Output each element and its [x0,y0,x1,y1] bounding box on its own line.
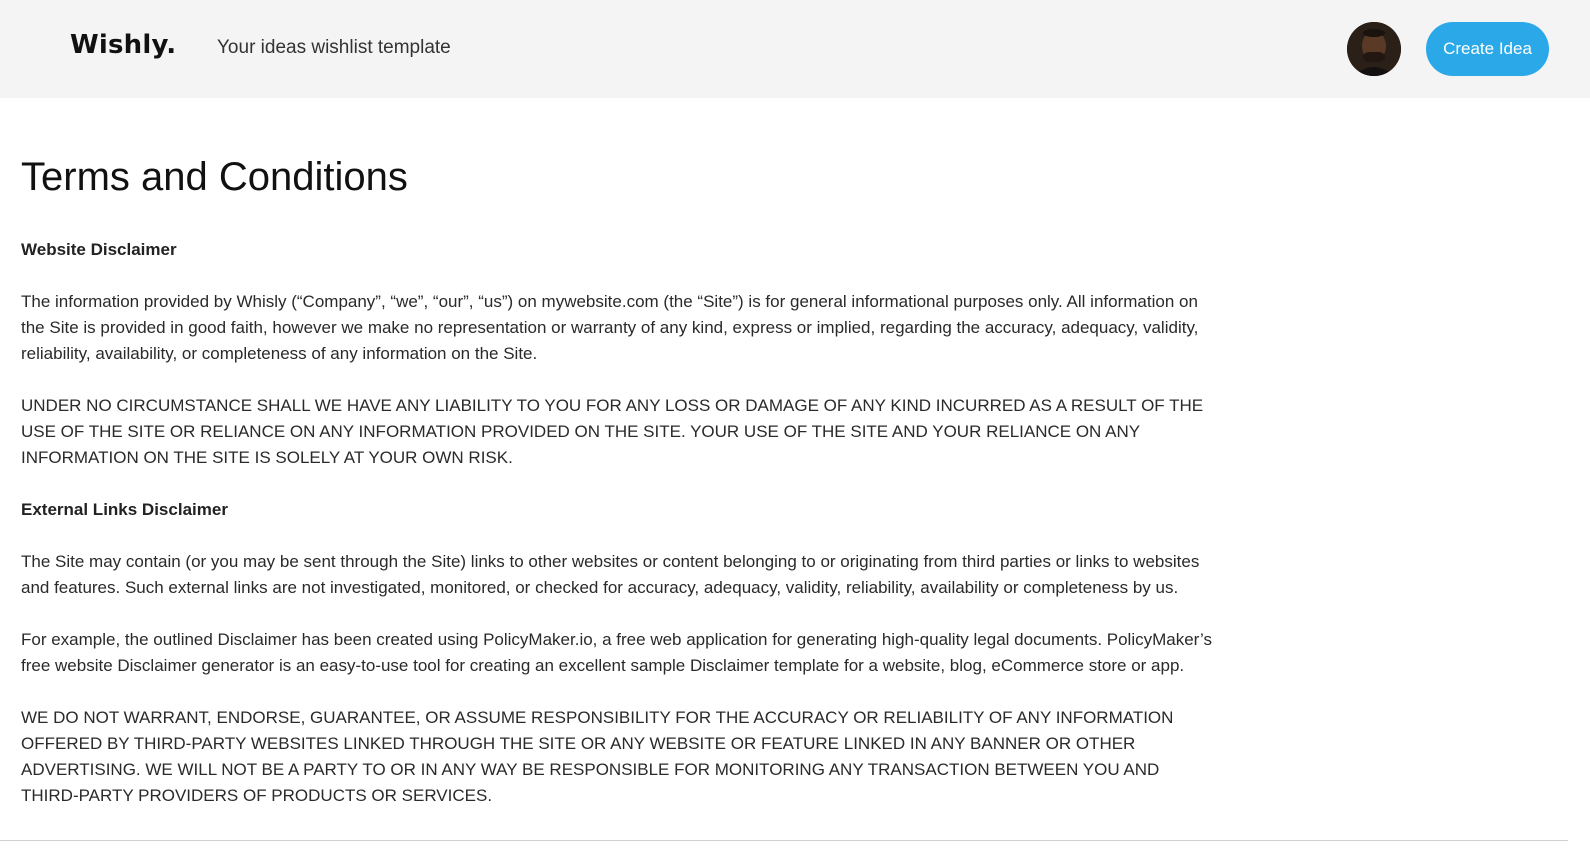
create-idea-button[interactable]: Create Idea [1426,22,1549,76]
external-links-disclaimer-section [21,497,1216,809]
paragraph: The information provided by Whisly (“Company”, “we”, “our”, “us”) on mywebsite.com (the “Site”) is for general informational purposes only. All information on the Site is provided in good faith, however we make no representation or warranty of any kind, express or implied, regarding the accuracy, adequacy, validity, reliability, availability, or completeness of any information on the Site. [21,292,1199,363]
brand-logo[interactable]: Wishly. [70,30,177,60]
user-avatar[interactable] [1347,22,1401,76]
section-heading: Website Disclaimer [21,240,177,259]
terms-content [21,150,1216,835]
user-avatar-icon [1347,22,1401,76]
paragraph: UNDER NO CIRCUMSTANCE SHALL WE HAVE ANY LIABILITY TO YOU FOR ANY LOSS OR DAMAGE OF ANY KIND INCURRED AS A RESULT OF THE USE OF THE SITE OR RELIANCE ON ANY INFORMATION PROVIDED ON THE SITE. YOUR USE OF THE SITE AND YOUR RELIANCE ON ANY INFORMATION ON THE SITE IS SOLELY AT YOUR OWN RISK. [21,396,1204,467]
page-title: Terms and Conditions [21,155,408,199]
website-disclaimer-section [21,237,1216,471]
section-heading: External Links Disclaimer [21,500,228,519]
viewport-divider [0,840,1568,841]
header-tagline: Your ideas wishlist template [217,37,451,58]
paragraph: For example, the outlined Disclaimer has been created using PolicyMaker.io, a free web application for generating high-quality legal documents. PolicyMaker’s free website Disclaimer generator is an easy-to-use tool for creating an excellent sample Disclaimer template for a website, blog, eCommerce store or app. [21,630,1212,675]
paragraph: WE DO NOT WARRANT, ENDORSE, GUARANTEE, OR ASSUME RESPONSIBILITY FOR THE ACCURACY OR RELIABILITY OF ANY INFORMATION OFFERED BY THIRD-PARTY WEBSITES LINKED THROUGH THE SITE OR ANY WEBSITE OR FEATURE LINKED IN ANY BANNER OR OTHER ADVERTISING. WE WILL NOT BE A PARTY TO OR IN ANY WAY BE RESPONSIBLE FOR MONITORING ANY TRANSACTION BETWEEN YOU AND THIRD-PARTY PROVIDERS OF PRODUCTS OR SERVICES. [21,708,1174,805]
paragraph: The Site may contain (or you may be sent through the Site) links to other websites or content belonging to or originating from third parties or links to websites and features. Such external links are not investigated, monitored, or checked for accuracy, adequacy, validity, reliability, availability or completeness by us. [21,552,1200,597]
top-header [0,0,1590,98]
